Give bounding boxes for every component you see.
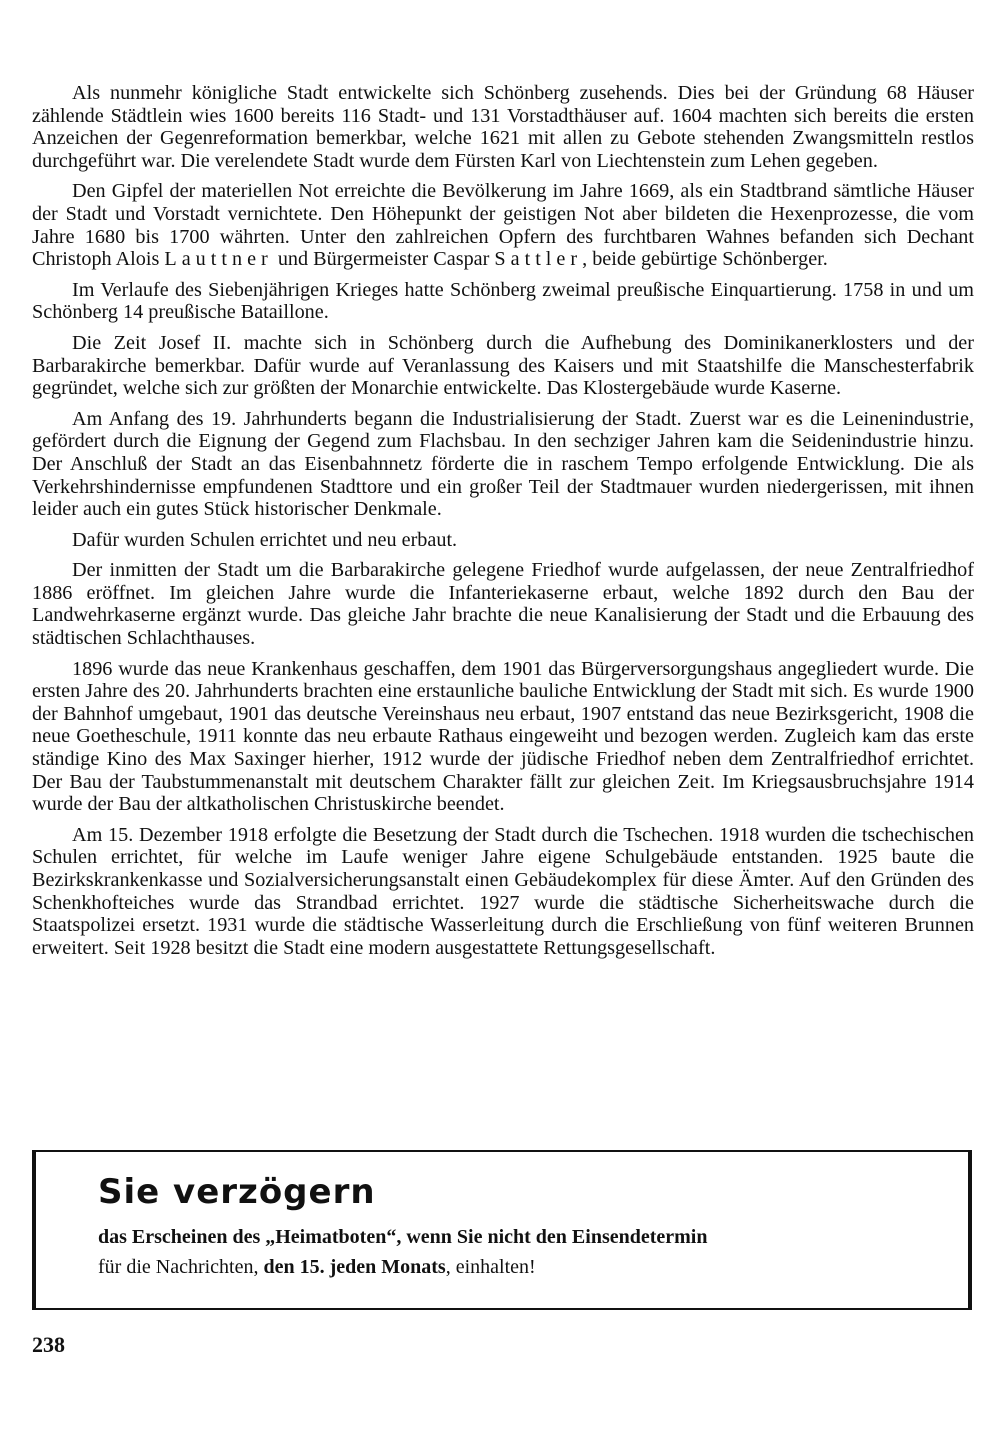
paragraph: Den Gipfel der materiellen Not erreichte die Bevölkerung im Jahre 1669, als ein Stadtbrand sämtliche Häuser der Stadt und Vorstadt vernichtete. Den Höhepunkt der geistigen Not aber bildeten die Hexenprozesse, die vom Jahre 1680 bis 1700 währten. Unter den zahlreichen Opfern des furchtbaren Wahnes befanden sich Dechant Christoph Alois Lauttner und Bürgermeister Caspar Sattler, beide gebürtige Schönberger.: [32, 180, 974, 271]
paragraph: Die Zeit Josef II. machte sich in Schönberg durch die Aufhebung des Dominikanerklosters und der Barbarakirche bemerkbar. Dafür wurde auf Veranlassung des Kaisers und mit Staatshilfe die Manschesterfabrik gegründet, welche sich zur größten der Monarchie entwickelte. Das Klostergebäude wurde Kaserne.: [32, 331, 974, 400]
paragraph: Im Verlaufe des Siebenjährigen Krieges hatte Schönberg zweimal preußische Einquartierung. 1758 in und um Schönberg 14 preußische Bataillone.: [32, 278, 974, 324]
notice-text: das Erscheinen des „Heimatboten“, wenn Sie nicht den Einsendetermin: [98, 1226, 708, 1248]
name-lauttner: Lauttner: [164, 248, 273, 271]
name-sattler: Sattler: [494, 248, 583, 271]
paragraph: Als nunmehr königliche Stadt entwickelte sich Schönberg zusehends. Dies bei der Gründung 68 Häuser zählende Städtlein wies 1600 bereits 116 Stadt- und 131 Vorstadthäuser auf. 1604 machten sich bereits die ersten Anzeichen der Gegenreformation bemerkbar, welche 1621 mit allen zu Gebote stehenden Zwangsmitteln restlos durchgeführt war. Die verelendete Stadt wurde dem Fürsten Karl von Liechtenstein zum Lehen gegeben.: [32, 82, 974, 172]
page-number: 238: [32, 1332, 65, 1357]
paragraph: Am Anfang des 19. Jahrhunderts begann die Industrialisierung der Stadt. Zuerst war es die Leinenindustrie, gefördert durch die Eignung der Gegend zum Flachsbau. In den sechziger Jahren kam die Seidenindustrie hinzu. Der Anschluß der Stadt an das Eisenbahnnetz förderte die in raschem Tempo erfolgende Entwicklung. Die als Verkehrshindernisse empfundenen Stadttore und ein großer Teil der Stadtmauer wurden niedergerissen, mit ihnen leider auch ein gutes Stück historischer Denkmale.: [32, 407, 974, 521]
deadline: den 15. jeden Monats: [263, 1256, 446, 1278]
notice-box: [32, 1150, 972, 1310]
paragraph: 1896 wurde das neue Krankenhaus geschaffen, dem 1901 das Bürgerversorgungshaus angegliedert wurde. Die ersten Jahre des 20. Jahrhunderts brachten eine erstaunliche bauliche Entwicklung der Stadt mit sich. Es wurde 1900 der Bahnhof umgebaut, 1901 das deutsche Vereinshaus neu erbaut, 1907 entstand das neue Bezirksgericht, 1908 die neue Goetheschule, 1911 konnte das neu erbaute Rathaus eingeweiht und bezogen werden. Zugleich kam das erste ständige Kino des Max Saxinger hierher, 1912 wurde der jüdische Friedhof neben dem Zentralfriedhof errichtet. Der Bau der Taubstummenanstalt mit deutschem Charakter fällt zur gleichen Zeit. Im Kriegsausbruchsjahre 1914 wurde der Bau der altkatholischen Christuskirche beendet.: [32, 657, 974, 816]
paragraph: Dafür wurden Schulen errichtet und neu erbaut.: [72, 528, 458, 551]
paragraph: Der inmitten der Stadt um die Barbarakirche gelegene Friedhof wurde aufgelassen, der neue Zentralfriedhof 1886 eröffnet. Im gleichen Jahre wurde die Infanteriekaserne erbaut, welche 1892 durch den Bau der Landwehrkaserne ergänzt wurde. Das gleiche Jahr brachte die neue Kanalisierung der Stadt und die Erbauung des städtischen Schlachthauses.: [32, 559, 974, 650]
notice-title: Sie verzögern: [98, 1172, 376, 1212]
article-body: [32, 82, 974, 965]
paragraph: Am 15. Dezember 1918 erfolgte die Besetzung der Stadt durch die Tschechen. 1918 wurden die tschechischen Schulen errichtet, für welche im Laufe weniger Jahre eigene Schulgebäude entstanden. 1925 baute die Bezirkskrankenkasse und Sozialversicherungsanstalt einen Gebäudekomplex für diese Ämter. Auf den Gründen des Schenkhofteiches wurde das Strandbad errichtet. 1927 wurde die städtische Sicherheitswache durch die Staatspolizei ersetzt. 1931 wurde die städtische Wasserleitung durch die Erschließung von fünf weiteren Brunnen erweitert. Seit 1928 besitzt die Stadt eine modern ausgestattete Rettungsgesellschaft.: [32, 823, 974, 959]
notice-text: für die Nachrichten, den 15. jeden Monats, einhalten!: [98, 1256, 536, 1278]
